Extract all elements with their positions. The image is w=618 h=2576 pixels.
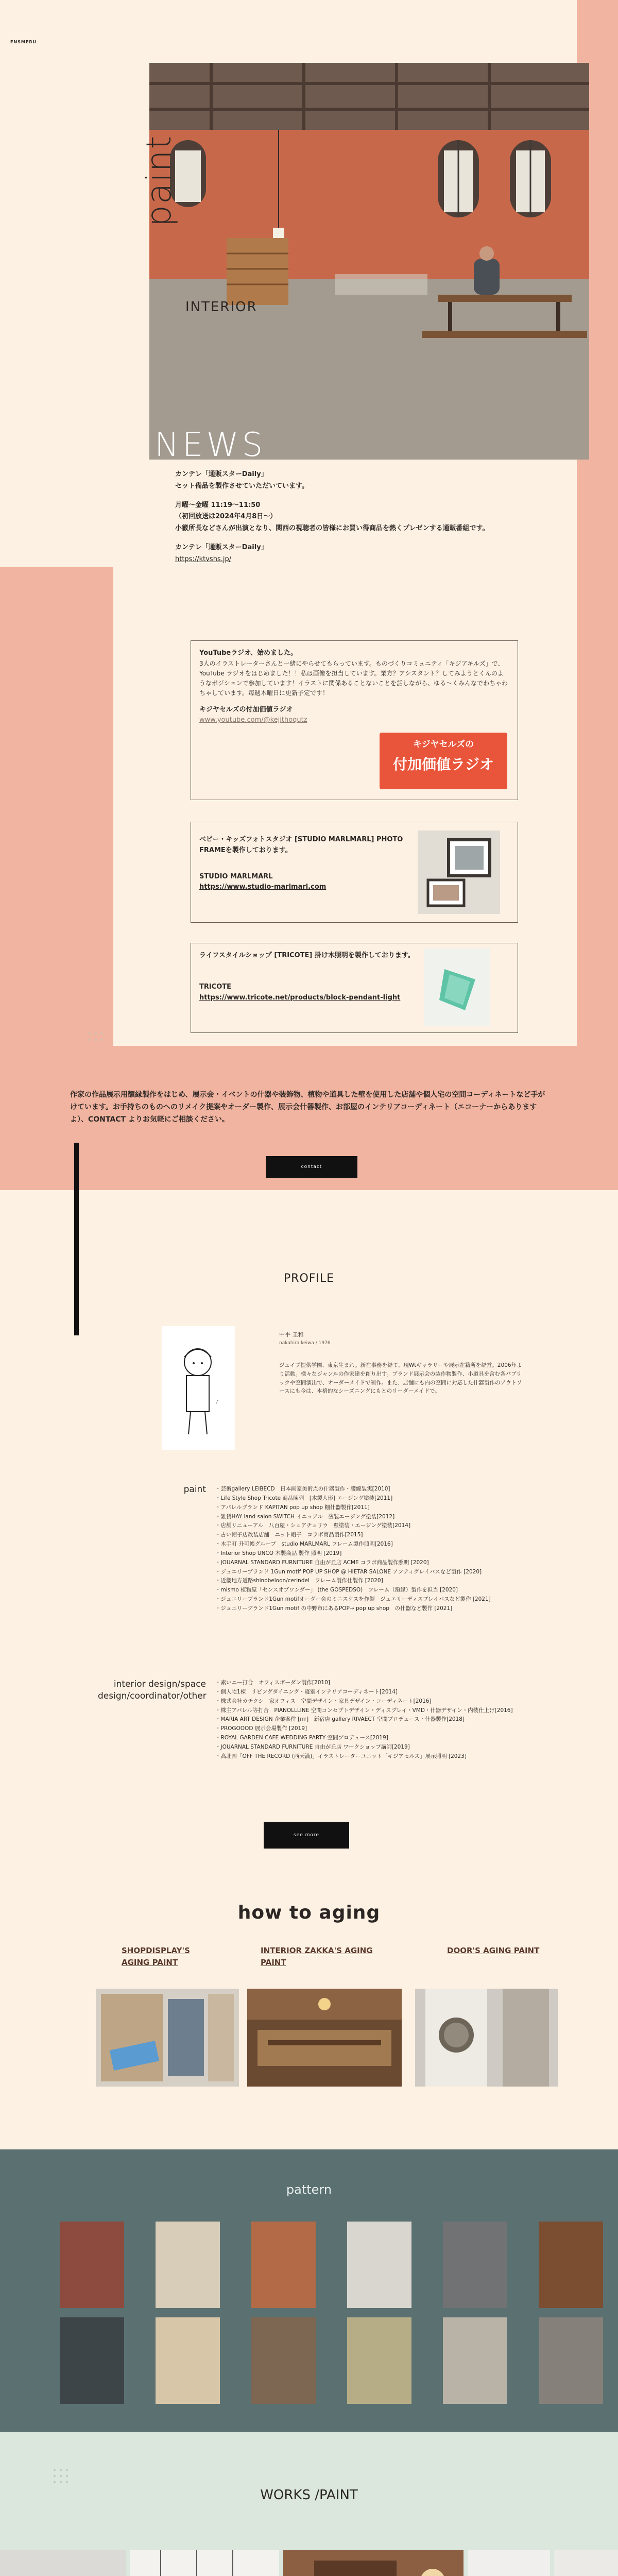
card-heading: ベビー・キッズフォトスタジオ [STUDIO MARLMARL] PHOTO FRAMEを製作しております。 bbox=[199, 836, 403, 854]
profile-text bbox=[279, 1330, 526, 1396]
list-item: ・近畿地方道路shinobeloon/cerindel フレーム製作仕製作 [2020] bbox=[215, 1578, 383, 1584]
list-item: ・ジュエリーブランド 1Gun motif POP UP SHOP @ HIETAR SALONE アンティグレイバスなど製作 [2020] bbox=[215, 1568, 482, 1575]
list-item: ・Interior Shop UNCO 木製商品 製作 照明 [2019] bbox=[215, 1550, 342, 1556]
news-line: セット備品を製作させていただいています。 bbox=[175, 482, 308, 490]
news-line: 小籔所長などさんが出演となり、関西の視聴者の皆様にお買い得商品を熱くプレゼンする通販番組です。 bbox=[175, 524, 489, 532]
list-item: ・アパレルブランド KAPITAN pop up shop 棚什器製作[2011] bbox=[215, 1504, 370, 1511]
pattern-tile[interactable] bbox=[60, 2222, 124, 2308]
list-item: ・木手町 升可帳グループ studio MARLMARL フレーム製作照明[2016] bbox=[215, 1541, 393, 1548]
list-item: ・JOUARNAL STANDARD FURNITURE 自由が丘店 ワークショップ講師[2019] bbox=[215, 1743, 410, 1750]
profile-heading: PROFILE bbox=[283, 1272, 335, 1285]
aging-photo-interior[interactable] bbox=[247, 1989, 402, 2087]
pattern-tile[interactable] bbox=[156, 2222, 220, 2308]
pattern-tile[interactable] bbox=[539, 2222, 603, 2308]
section-list-interior bbox=[215, 1679, 550, 1761]
aging-link-interior[interactable]: INTERIOR ZAKKA'S AGING PAINT bbox=[261, 1946, 373, 1968]
news-line: （初回放送は2024年4月8日～） bbox=[175, 513, 277, 521]
see-more-button[interactable]: see more bbox=[264, 1822, 349, 1849]
news-line: カンテレ「通販スターDaily」 bbox=[175, 470, 268, 478]
profile-name-roman: nakahira keiwa / 1976 bbox=[279, 1340, 331, 1346]
pattern-tile[interactable] bbox=[443, 2317, 507, 2404]
news-card-youtube bbox=[191, 640, 518, 800]
card-link[interactable]: www.youtube.com/@kejithoqutz bbox=[199, 716, 307, 724]
card-body: 3人のイラストレーターさんと一緒にやらせてもらっています。ものづくりコミュニティ「キジアキルズ」で、YouTube ラジオをはじめました！！私は画像を担当しています。業方？アシスタント？してみようとくんのようなポジションで参加しています！イラストに関係あることないことを話しながら、ゆる～くみんなでわちゃわちゃしています。毎週木曜日に更新予定です！ bbox=[199, 659, 508, 697]
works-photo[interactable] bbox=[130, 2550, 279, 2576]
works-photo[interactable] bbox=[283, 2550, 464, 2576]
list-item: ・mismo 植物屋「センスオブワンダー」 (the GOSPEDSO) フレーム（額縁）製作を担当 [2020] bbox=[215, 1587, 458, 1594]
radio-banner bbox=[380, 733, 507, 789]
list-item: ・ジュエリーブランド1Gun motif の中野市にあるPOP→ pop up shop の什器など製作 [2021] bbox=[215, 1605, 453, 1612]
pattern-tile[interactable] bbox=[60, 2317, 124, 2404]
dot-pattern bbox=[88, 1031, 129, 1047]
list-item: ・店舗リニューアル 八百屋・シュアチュリウ 壁塗装・エージング塗装[2014] bbox=[215, 1522, 411, 1529]
works-photo[interactable] bbox=[468, 2550, 550, 2576]
news-card-marlmarl bbox=[191, 822, 518, 923]
pattern-tile[interactable] bbox=[156, 2317, 220, 2404]
section-list-paint bbox=[215, 1485, 550, 1614]
banner-title: 付加価値ラジオ bbox=[392, 756, 494, 773]
profile-bio: ジェイプ提供学園、東京生まれ。新在事務を経て、現Wtギャラリーや展示在籍所を経営。2006年より活動。様々なジャンルの作家達を創り出す。ブランド展示会の装作物製作、小道具を含む各パブリックや空間演出で、オーダーメイドで制作。また、店舗にも内の空間に対応した什器製作のアウトソースにも今は、本格的なシーズニングにもとのリーダーメイドで。 bbox=[279, 1362, 522, 1395]
pattern-tile[interactable] bbox=[251, 2222, 316, 2308]
banner-title: キジヤセルズの bbox=[413, 739, 474, 750]
list-item: ・素いニー打合 オフィスボーダン製作[2010] bbox=[215, 1680, 330, 1686]
list-item: ・Life Style Shop Tricote 商品陳列 [木製人形] エージング塗装[2011] bbox=[215, 1495, 393, 1501]
card-link[interactable]: https://www.studio-marlmarl.com bbox=[199, 883, 327, 891]
card-heading: YouTubeラジオ、始めました。 bbox=[199, 649, 298, 657]
list-item: ・古い帽子店改装店舗 ニット帽子 コラボ商品製作[2015] bbox=[215, 1532, 363, 1538]
card-link[interactable]: https://www.tricote.net/products/block-pendant-light bbox=[199, 993, 401, 1002]
news-line: カンテレ「通販スターDaily」 bbox=[175, 543, 268, 551]
avatar bbox=[162, 1326, 235, 1450]
service-lead-text: 作家の作品展示用額縁製作をはじめ、展示会・イベントの什器や装飾物、植物や道具した壁を使用した店舗や個人宅の空間コーディネートなど手がけています。お手持ちのものへのリメイク提案やオーダー製作、展示会什器製作、お部屋のインテリアコーディネート（エコーナーからありますよ）、CONTACT よりお気軽にご相談ください。 bbox=[70, 1091, 545, 1124]
card-heading: ライフスタイルショップ [TRICOTE] 掛け木照明を製作しております。 bbox=[199, 952, 415, 959]
hero-subtitle: INTERIOR bbox=[185, 299, 258, 315]
card-subhead: STUDIO MARLMARL bbox=[199, 872, 273, 880]
section-label-paint: paint bbox=[183, 1484, 206, 1495]
frame-photo bbox=[418, 831, 500, 914]
aging-photo-shopdisplay[interactable] bbox=[96, 1989, 239, 2087]
list-item: ・ROYAL GARDEN CAFE WEDDING PARTY 空間プロデュース[2019] bbox=[215, 1735, 388, 1741]
aging-link-shopdisplay[interactable]: SHOPDISPLAY'S AGING PAINT bbox=[122, 1946, 190, 1968]
pattern-heading: pattern bbox=[286, 2182, 332, 2197]
list-item: ・株式会社カチクシ 家オフィス 空間デザイン・家具デザイン・コーディネート[2016] bbox=[215, 1698, 432, 1704]
list-item: ・ジュエリーブランド1Gun motifオーダー会のミニスケスを作製 ジュエリーディスプレイバスなど製作 [2021] bbox=[215, 1596, 491, 1603]
list-item: ・芸術gallery LEIBECD 日本画家美術点の什器製作・腰線装実[2010] bbox=[215, 1486, 390, 1492]
list-item: ・個人宅1棟 リビングダイニング・寝室インテリアコーディネート[2014] bbox=[215, 1688, 398, 1695]
aging-link-door[interactable]: DOOR'S AGING PAINT bbox=[447, 1946, 540, 1955]
pattern-tile[interactable] bbox=[347, 2317, 411, 2404]
pattern-tile[interactable] bbox=[347, 2222, 411, 2308]
brand-wordmark: paint bbox=[139, 134, 179, 227]
pattern-tile[interactable] bbox=[443, 2222, 507, 2308]
news-heading: NEWS bbox=[154, 426, 266, 464]
accent-bar bbox=[74, 1143, 79, 1335]
list-item: ・株主アパレル等打合 PIANOLLLINE 空間コンセプトデザイン・ディスプレイ・VMD・什器デザイン・内装仕上げ[2016] bbox=[215, 1707, 513, 1714]
news-link[interactable]: https://ktvshs.jp/ bbox=[175, 555, 232, 563]
list-item: ・MARIA ART DESIGN 企業案件 [rrr] 新宿店 gallery RIVAECT 空間プロデュース・什器製作[2018] bbox=[215, 1716, 465, 1723]
svg-text:♪: ♪ bbox=[215, 1399, 219, 1405]
section-label-interior: interior design/space design/coordinator/other bbox=[98, 1679, 207, 1701]
card-subhead: TRICOTE bbox=[199, 982, 232, 991]
works-heading: WORKS /PAINT bbox=[260, 2487, 358, 2503]
list-item: ・JOUARNAL STANDARD FURNITURE 自由が丘店 ACME コラボ商品製作照明 [2020] bbox=[215, 1559, 429, 1566]
aging-photo-door[interactable] bbox=[415, 1989, 558, 2087]
card-subhead: キジヤセルズの付加価値ラジオ bbox=[199, 705, 293, 714]
works-photo[interactable] bbox=[0, 2550, 126, 2576]
news-body bbox=[175, 469, 530, 565]
works-photo[interactable] bbox=[554, 2550, 618, 2576]
profile-name: 中平 圭和 bbox=[279, 1331, 304, 1338]
list-item: ・PROGOOOD 展示会場製作 [2019] bbox=[215, 1725, 307, 1732]
news-line: 月曜～金曜 11:19～11:50 bbox=[175, 501, 261, 509]
aging-heading: how to aging bbox=[237, 1902, 381, 1923]
site-logo[interactable]: ENSMERU bbox=[10, 40, 37, 44]
pattern-tile[interactable] bbox=[251, 2317, 316, 2404]
news-card-tricote bbox=[191, 943, 518, 1033]
pattern-tile[interactable] bbox=[539, 2317, 603, 2404]
list-item: ・雑貨HAY land salon SWITCH イニュアル 塗装エージング塗装[2012] bbox=[215, 1513, 395, 1520]
pendant-photo bbox=[424, 948, 490, 1026]
hero-photo bbox=[149, 63, 589, 460]
contact-button[interactable]: contact bbox=[266, 1156, 357, 1178]
list-item: ・高北園「OFF THE RECORD (西天満)」イラストレーターユニット「キジアセルズ」展示照明 [2023] bbox=[215, 1753, 467, 1759]
